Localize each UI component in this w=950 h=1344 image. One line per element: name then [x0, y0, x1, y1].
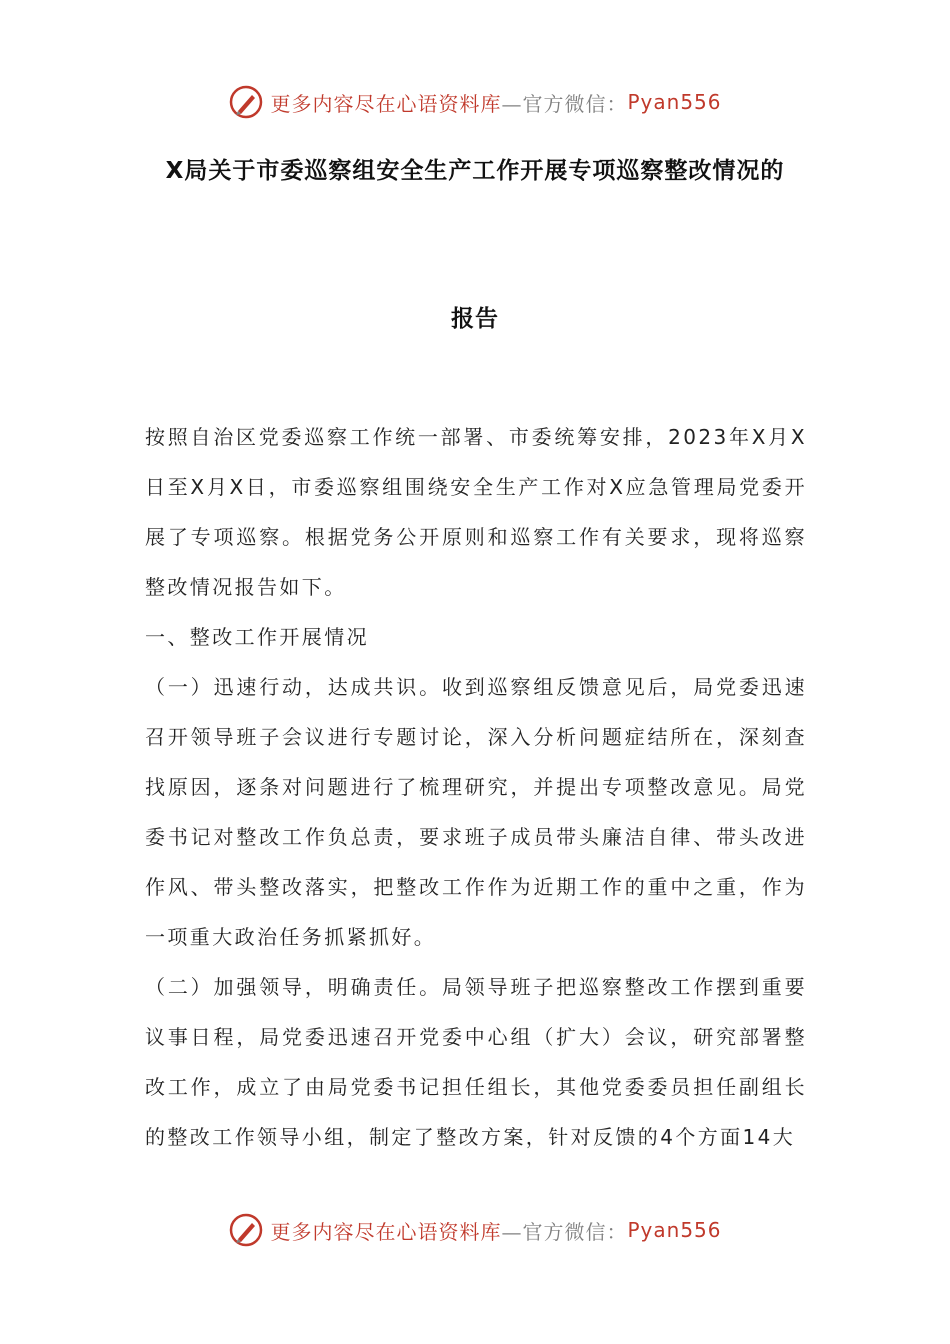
document-title-line-2: 报告	[451, 306, 499, 332]
paragraph-item-2: （二）加强领导，明确责任。局领导班子把巡察整改工作摆到重要议事日程，局党委迅速召开党委中心组（扩大）会议，研究部署整改工作，成立了由局党委书记担任组长，其他党委委员担任副组长的整改工作领导小组，制定了整改方案，针对反馈的4个方面14大	[145, 975, 807, 1149]
header-watermark-banner	[0, 82, 950, 122]
document-title-line-1: X局关于市委巡察组安全生产工作开展专项巡察整改情况的	[165, 158, 785, 184]
document-body	[145, 412, 807, 1162]
banner-wechat-label: —官方微信：	[501, 1219, 628, 1244]
pen-logo-icon	[228, 1212, 264, 1248]
banner-brand-text: 更多内容尽在心语资料库	[270, 1219, 502, 1244]
banner-wechat-id: Pyan556	[627, 90, 722, 114]
intro-paragraph: 按照自治区党委巡察工作统一部署、市委统筹安排，2023年X月X日至X月X日，市委巡察组围绕安全生产工作对X应急管理局党委开展了专项巡察。根据党务公开原则和巡察工作有关要求，现将巡察整改情况报告如下。	[145, 425, 807, 599]
banner-wechat-id: Pyan556	[627, 1218, 722, 1242]
pen-logo-icon	[228, 84, 264, 120]
section-heading: 一、整改工作开展情况	[145, 625, 369, 649]
banner-brand-text: 更多内容尽在心语资料库	[270, 91, 502, 116]
paragraph-item-1: （一）迅速行动，达成共识。收到巡察组反馈意见后，局党委迅速召开领导班子会议进行专题讨论，深入分析问题症结所在，深刻查找原因，逐条对问题进行了梳理研究，并提出专项整改意见。局党委书记对整改工作负总责，要求班子成员带头廉洁自律、带头改进作风、带头整改落实，把整改工作作为近期工作的重中之重，作为一项重大政治任务抓紧抓好。	[145, 675, 807, 949]
banner-wechat-label: —官方微信：	[501, 91, 628, 116]
footer-watermark-banner	[0, 1210, 950, 1250]
